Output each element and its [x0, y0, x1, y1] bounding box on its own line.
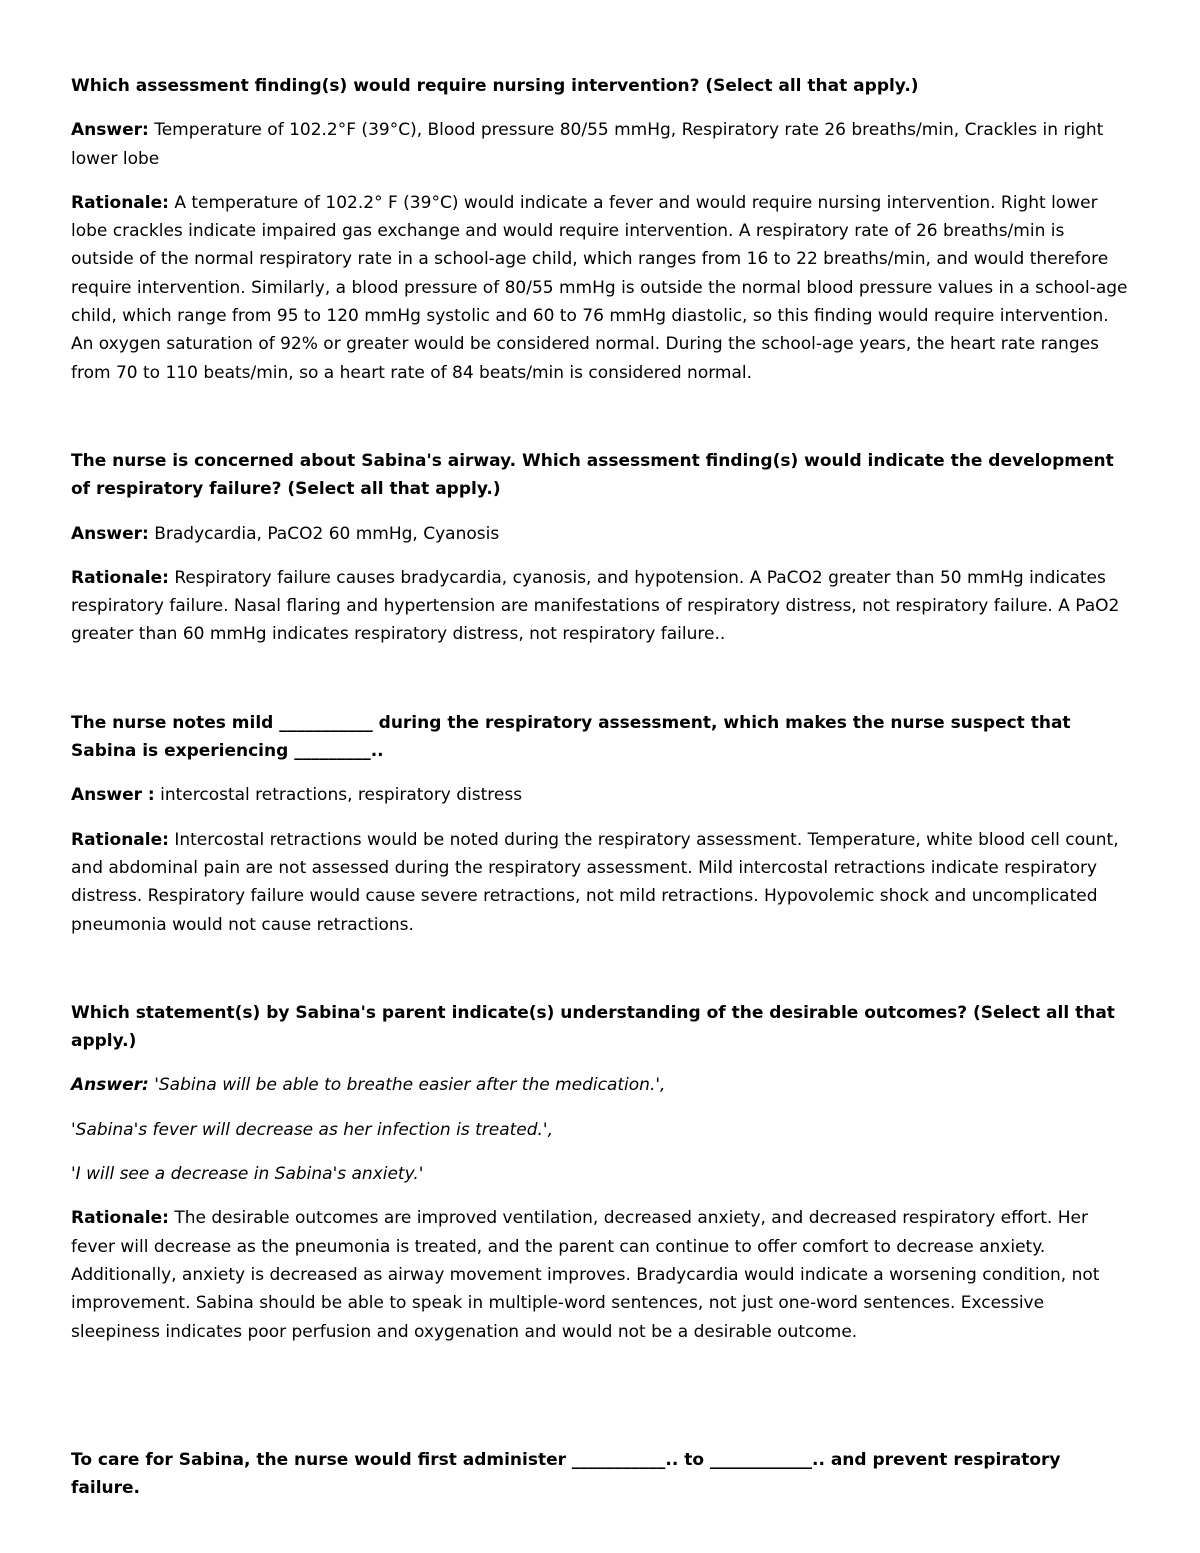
rationale-label: Rationale: — [71, 1208, 169, 1229]
answer-text: Bradycardia, PaCO2 60 mmHg, Cyanosis — [154, 523, 500, 544]
question-2: The nurse is concerned about Sabina's airway. Which assessment finding(s) would indicate the development of respiratory failure? (Select all that apply.) — [71, 450, 1114, 500]
answer-label: Answer : — [71, 785, 155, 806]
rationale-label: Rationale: — [71, 567, 169, 588]
answer-3 — [71, 781, 1131, 809]
rationale-text: Respiratory failure causes bradycardia, cyanosis, and hypotension. A PaCO2 greater than 50 mmHg indicates respiratory failure. Nasal flaring and hypertension are manifestations of respiratory distress, not respiratory failure. A PaO2 greater than 60 mmHg indicates respiratory distress, not respiratory failure.. — [71, 567, 1120, 645]
answer-text: Temperature of 102.2°F (39°C), Blood pressure 80/55 mmHg, Respiratory rate 26 breaths/min, Crackles in right lower lobe — [71, 120, 1104, 169]
answer-text: intercostal retractions, respiratory distress — [160, 785, 523, 806]
rationale-text: A temperature of 102.2° F (39°C) would indicate a fever and would require nursing intervention. Right lower lobe crackles indicate impaired gas exchange and would require intervention. A respiratory rate of 26 breaths/min is outside of the normal respiratory rate in a school-age child, which ranges from 16 to 22 breaths/min, and would therefore require intervention. Similarly, a blood pressure of 80/55 mmHg is outside the normal blood pressure values in a school-age child, which range from 95 to 120 mmHg systolic and 60 to 76 mmHg diastolic, so this finding would require intervention. An oxygen saturation of 92% or greater would be considered normal. During the school-age years, the heart rate ranges from 70 to 110 beats/min, so a heart rate of 84 beats/min is considered normal. — [71, 192, 1128, 383]
rationale-1 — [71, 189, 1131, 387]
answer-label: Answer: — [71, 523, 149, 544]
answer-label: Answer: — [71, 1075, 149, 1096]
answer-4-line-3: 'I will see a decrease in Sabina's anxiety.' — [71, 1164, 424, 1185]
rationale-3 — [71, 826, 1131, 939]
rationale-2 — [71, 564, 1131, 649]
document-page — [71, 72, 1131, 1502]
question-1: Which assessment finding(s) would require nursing intervention? (Select all that apply.) — [71, 76, 919, 96]
answer-label: Answer: — [71, 120, 149, 141]
question-4: Which statement(s) by Sabina's parent indicate(s) understanding of the desirable outcomes? (Select all that apply.) — [71, 1002, 1115, 1052]
answer-2 — [71, 520, 1131, 548]
rationale-label: Rationale: — [71, 829, 169, 850]
answer-4-line-1 — [71, 1071, 1131, 1099]
rationale-4 — [71, 1204, 1131, 1345]
answer-4-line-2: 'Sabina's fever will decrease as her infection is treated.', — [71, 1119, 554, 1140]
question-5: To care for Sabina, the nurse would first administer ___________.. to ____________.. and prevent respiratory failure. — [71, 1449, 1061, 1499]
answer-1 — [71, 116, 1131, 173]
rationale-label: Rationale: — [71, 192, 169, 213]
rationale-text: The desirable outcomes are improved ventilation, decreased anxiety, and decreased respiratory effort. Her fever will decrease as the pneumonia is treated, and the parent can continue to offer comfort to decrease anxiety. Additionally, anxiety is decreased as airway movement improves. Bradycardia would indicate a worsening condition, not improvement. Sabina should be able to speak in multiple-word sentences, not just one-word sentences. Excessive sleepiness indicates poor perfusion and oxygenation and would not be a desirable outcome. — [71, 1208, 1100, 1342]
answer-text: 'Sabina will be able to breathe easier after the medication.', — [154, 1075, 666, 1096]
question-3: The nurse notes mild ___________ during the respiratory assessment, which makes the nurse suspect that Sabina is experiencing _________.. — [71, 712, 1071, 762]
rationale-text: Intercostal retractions would be noted during the respiratory assessment. Temperature, white blood cell count, and abdominal pain are not assessed during the respiratory assessment. Mild intercostal retractions indicate respiratory distress. Respiratory failure would cause severe retractions, not mild retractions. Hypovolemic shock and uncomplicated pneumonia would not cause retractions. — [71, 829, 1119, 935]
